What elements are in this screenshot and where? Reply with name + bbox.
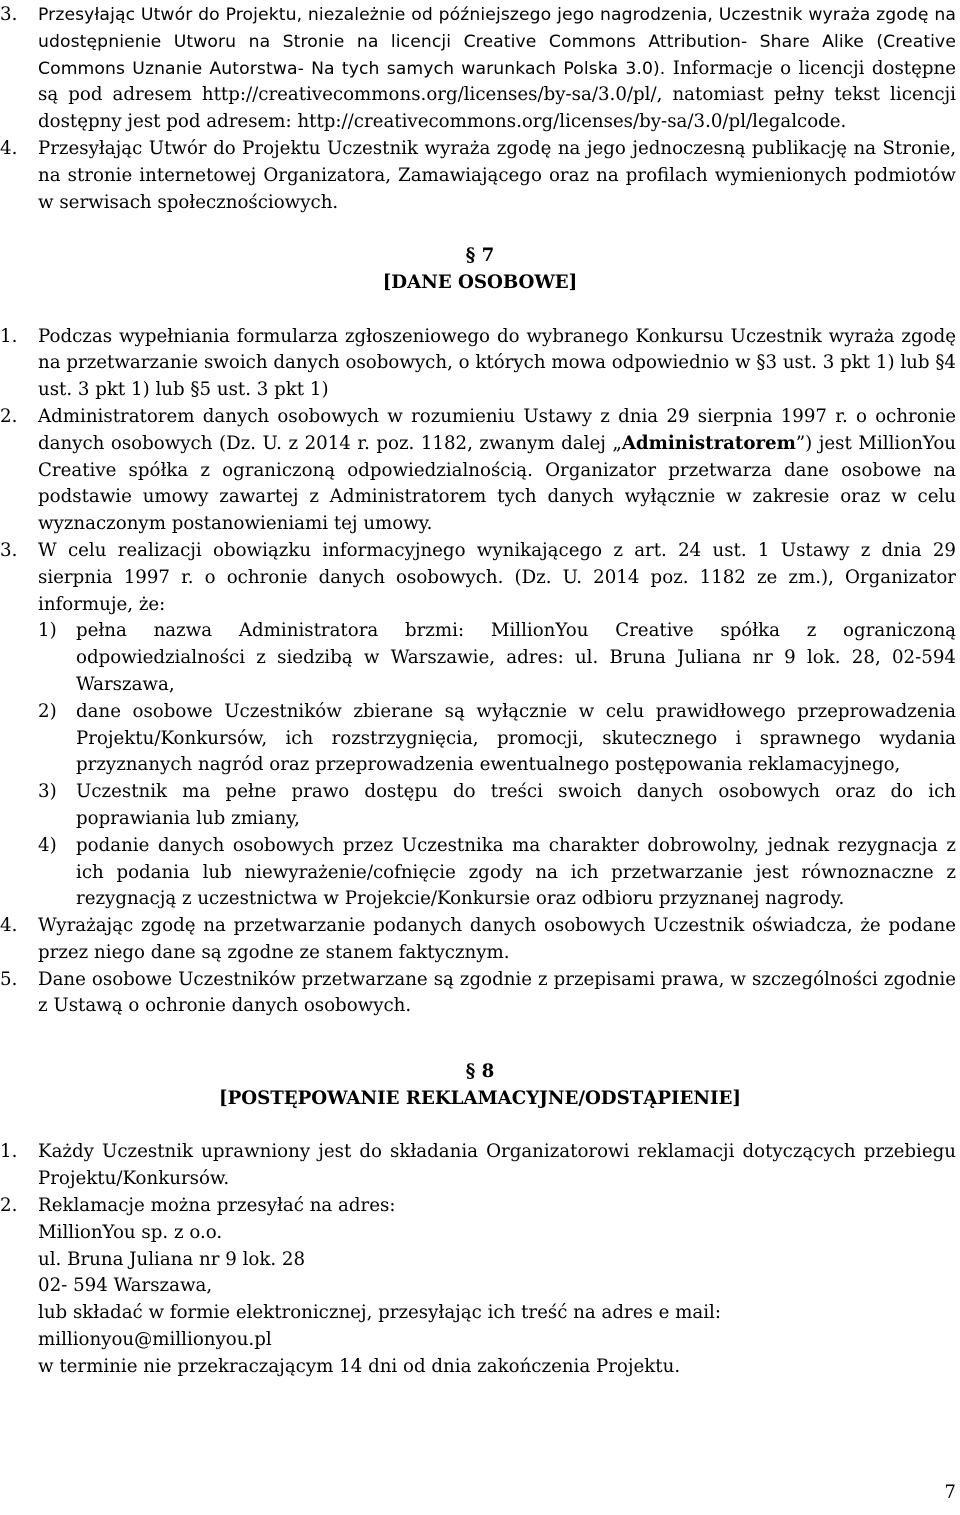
subitem-number: 2) [38,700,57,722]
subitem-number: 3) [38,781,57,803]
address-city: 02- 594 Warszawa, [38,1275,213,1297]
subitem-text: dane osobowe Uczestników zbierane są wyłącznie w celu prawidłowego przeprowadzenia Projektu/Konkursów, ich rozstrzygnięcia, promocji, skutecznego i sprawnego wydania przyznanych nagród oraz przeprowadzenia ewentualnego postępowania reklamacyjnego, [76,700,956,776]
section-8-item-1 [0,1139,960,1193]
section-7-item-2 [0,404,960,538]
section-8-title: [POSTĘPOWANIE REKLAMACYJNE/ODSTĄPIENIE] [218,1087,742,1109]
item-number: 4. [0,915,18,937]
email-address: millionyou@millionyou.pl [38,1329,272,1351]
complaint-line: lub składać w formie elektronicznej, przesyłając ich treść na adres e mail: [38,1302,721,1324]
item-number: 2. [0,1195,18,1217]
subitem-text: podanie danych osobowych przez Uczestnika ma charakter dobrowolny, jednak rezygnacja z ich podania lub niewyrażenie/cofnięcie zgody na ich przetwarzanie jest równoznaczne z rezygnacją z uczestnictwa w Projekcie/Konkursie oraz odbioru przyznanej nagrody. [76,834,956,910]
item-number: 5. [0,968,18,990]
paragraph-4-publication [0,136,960,216]
license-text-sans: Przesyłając Utwór do Projektu, niezależnie od późniejszego jego nagrodzenia, Uczestnik wyraża zgodę na udostępnienie Utworu na Stronie na licencji Creative Commons Attribution- Share Alike (Creative Commons Uznanie Autorstwa- Na tych samych warunkach Polska 3.0). [38,5,956,79]
section-7-subitem-4 [0,833,960,913]
item-number: 2. [0,405,18,427]
section-7-subitem-2 [0,699,960,779]
paragraph-text: ”) jest MillionYou Creative spółka z ograniczoną odpowiedzialnością. Organizator przetwarza dane osobowe na podstawie umowy zawartej z Administratorem tych danych wyłącznie w zakresie oraz w celu wyznaczonym postanowieniami tej umowy. [38,432,956,535]
paragraph-3-license [0,2,960,136]
item-number: 3. [0,539,18,561]
section-7-subitem-1 [0,618,960,698]
address-street: ul. Bruna Juliana nr 9 lok. 28 [38,1248,306,1270]
complaint-line: w terminie nie przekraczającym 14 dni od dnia zakończenia Projektu. [38,1355,681,1377]
address-company: MillionYou sp. z o.o. [38,1221,223,1243]
paragraph-text: Podczas wypełniania formularza zgłoszeniowego do wybranego Konkursu Uczestnik wyraża zgodę na przetwarzanie swoich danych osobowych, o których mowa odpowiednio w §3 ust. 3 pkt 1) lub §4 ust. 3 pkt 1) lub §5 ust. 3 pkt 1) [38,325,956,401]
license-text-serif: Informacje o licencji dostępne są pod adresem http://creativecommons.org/licenses/by-sa/3.0/pl/, natomiast pełny tekst licencji dostępny jest pod adresem: http://creativecommons.org/licenses/by-sa/3.0/pl/legalcode. [38,57,956,133]
paragraph-text: Administratorem danych osobowych w rozumieniu Ustawy z dnia 29 sierpnia 1997 r. o ochronie danych osobowych (Dz. U. z 2014 r. poz. 1182, zwanym dalej „ [38,405,956,454]
paragraph-text: Dane osobowe Uczestników przetwarzane są zgodnie z przepisami prawa, w szczególności zgodnie z Ustawą o ochronie danych osobowych. [38,968,956,1017]
item-number: 4. [0,137,18,159]
page-number: 7 [944,1482,956,1503]
subitem-number: 4) [38,834,57,856]
subitem-text: Uczestnik ma pełne prawo dostępu do treści swoich danych osobowych oraz do ich poprawiania lub zmiany, [76,781,956,829]
complaint-line: Reklamacje można przesyłać na adres: [38,1195,396,1217]
item-number: 1. [0,1141,18,1163]
section-7-number: § 7 [465,245,495,267]
section-7-subitem-3 [0,779,960,833]
administrator-term: Administratorem [621,432,796,454]
subitem-number: 1) [38,620,57,642]
paragraph-text: Wyrażając zgodę na przetwarzanie podanych danych osobowych Uczestnik oświadcza, że podane przez niego dane są zgodne ze stanem faktycznym. [38,915,956,963]
section-7-item-1 [0,324,960,404]
section-7-item-5 [0,967,960,1021]
subitem-text: pełna nazwa Administratora brzmi: MillionYou Creative spółka z ograniczoną odpowiedzialności z siedzibą w Warszawie, adres: ul. Bruna Juliana nr 9 lok. 28, 02-594 Warszawa, [76,620,956,695]
section-8-item-2 [0,1193,960,1381]
paragraph-text: Przesyłając Utwór do Projektu Uczestnik wyraża zgodę na jego jednoczesną publikację na Stronie, na stronie internetowej Organizatora, Zamawiającego oraz na profilach wymienionych podmiotów w serwisach społecznościowych. [38,137,956,213]
section-7-title: [DANE OSOBOWE] [382,271,578,293]
paragraph-text: Każdy Uczestnik uprawniony jest do składania Organizatorowi reklamacji dotyczących przebiegu Projektu/Konkursów. [38,1141,956,1190]
section-7-item-4 [0,913,960,967]
paragraph-text: W celu realizacji obowiązku informacyjnego wynikającego z art. 24 ust. 1 Ustawy z dnia 29 sierpnia 1997 r. o ochronie danych osobowych. (Dz. U. 2014 poz. 1182 ze zm.), Organizator informuje, że: [38,539,956,615]
item-number: 3. [0,4,18,25]
section-8-number: § 8 [465,1061,495,1083]
item-number: 1. [0,325,18,347]
section-7-item-3 [0,538,960,618]
